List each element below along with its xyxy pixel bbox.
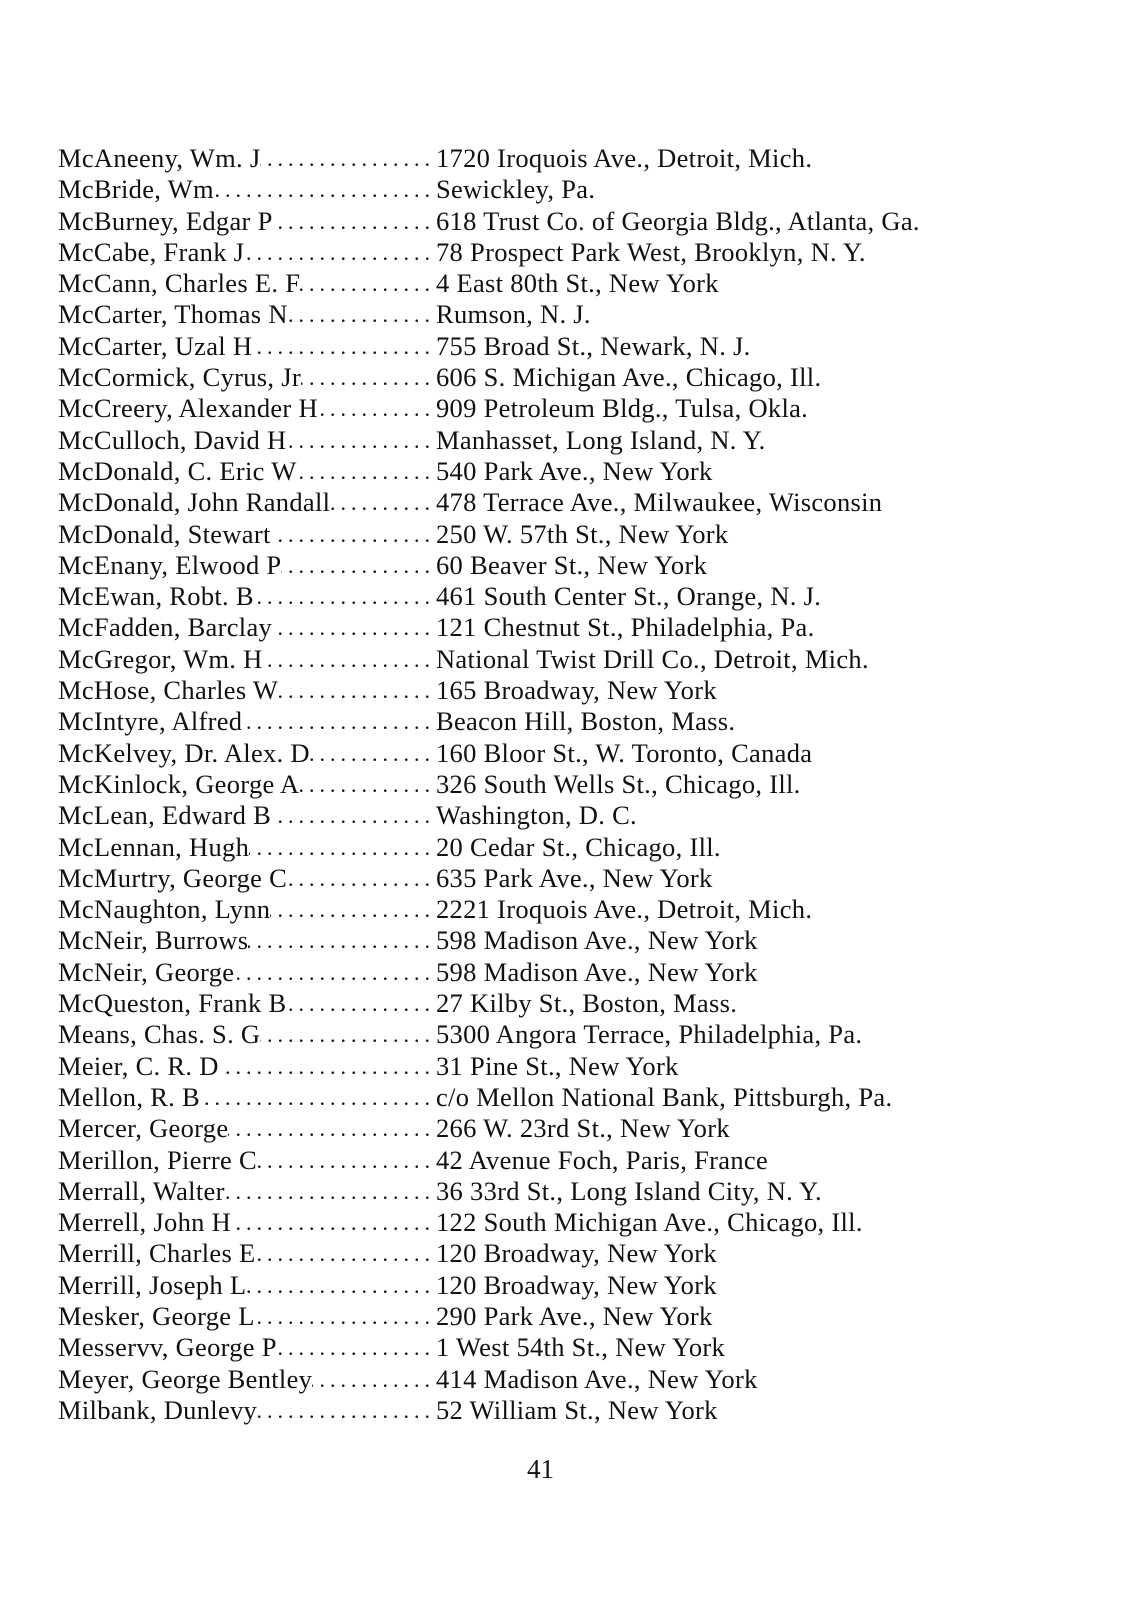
entry-address: 60 Beaver St., New York	[436, 549, 708, 580]
entry-name: McMurtry, George C	[58, 862, 288, 893]
dot-leader	[249, 832, 435, 863]
entry-address: 120 Broadway, New York	[436, 1238, 717, 1269]
entry-address: 414 Madison Ave., New York	[436, 1363, 758, 1394]
entry-address: c/o Mellon National Bank, Pittsburgh, Pa.	[436, 1081, 893, 1112]
directory-entry	[58, 1051, 1078, 1082]
directory-entry	[58, 706, 1078, 737]
entry-address: 598 Madison Ave., New York	[436, 925, 758, 956]
entry-address: 78 Prospect Park West, Brooklyn, N. Y.	[436, 236, 866, 267]
entry-name: Messervv, George P	[58, 1332, 277, 1363]
entry-address: 618 Trust Co. of Georgia Bldg., Atlanta, Ga.	[436, 205, 920, 236]
entry-name-column	[58, 393, 435, 424]
entry-name: McCarter, Thomas N	[58, 299, 288, 330]
dot-leader	[260, 143, 435, 174]
entry-name: McNeir, Burrows	[58, 925, 249, 956]
directory-entry	[58, 550, 1078, 581]
entry-address: 909 Petroleum Bldg., Tulsa, Okla.	[436, 393, 809, 424]
entry-name-column	[58, 1301, 435, 1332]
entry-name: McLean, Edward B	[58, 800, 272, 831]
dot-leader	[287, 863, 435, 894]
entry-name-column	[58, 863, 435, 894]
entry-name-column	[58, 706, 435, 737]
entry-name: Mesker, George L	[58, 1300, 255, 1331]
entry-name-column	[58, 925, 435, 956]
dot-leader	[225, 1176, 435, 1207]
entry-name: McAneeny, Wm. J	[58, 143, 261, 173]
entry-name: Meyer, George Bentley	[58, 1363, 313, 1394]
entry-address: 250 W. 57th St., New York	[436, 518, 729, 549]
entry-name-column	[58, 832, 435, 863]
dot-leader	[242, 706, 435, 737]
dot-leader	[297, 456, 435, 487]
entry-address: Manhasset, Long Island, N. Y.	[436, 424, 766, 455]
dot-leader	[252, 331, 435, 362]
dot-leader	[260, 1019, 435, 1050]
entry-name: Mercer, George	[58, 1113, 229, 1144]
dot-leader	[301, 362, 435, 393]
entry-address: Sewickley, Pa.	[436, 174, 596, 205]
entry-name: McDonald, C. Eric W	[58, 455, 297, 486]
dot-leader	[271, 519, 435, 550]
entry-address: 1 West 54th St., New York	[436, 1332, 726, 1363]
entry-address: 27 Kilby St., Boston, Mass.	[436, 988, 738, 1019]
entry-name: Mellon, R. B	[58, 1081, 201, 1112]
directory-entry	[58, 1176, 1078, 1207]
directory-entry	[58, 206, 1078, 237]
directory-entry	[58, 487, 1078, 518]
directory-entry	[58, 331, 1078, 362]
dot-leader	[228, 1113, 435, 1144]
entry-name-column	[58, 1364, 435, 1395]
entry-name-column	[58, 206, 435, 237]
directory-entry	[58, 675, 1078, 706]
dot-leader	[219, 1051, 435, 1082]
entry-address: 5300 Angora Terrace, Philadelphia, Pa.	[436, 1019, 863, 1050]
entry-name: McHose, Charles W	[58, 675, 279, 706]
entry-address: 121 Chestnut St., Philadelphia, Pa.	[436, 612, 815, 643]
entry-name-column	[58, 675, 435, 706]
entry-address: 606 S. Michigan Ave., Chicago, Ill.	[436, 362, 822, 393]
entry-name: Merrill, Joseph L	[58, 1269, 247, 1300]
entry-address: 160 Bloor St., W. Toronto, Canada	[436, 737, 813, 768]
entry-name-column	[58, 957, 435, 988]
entry-name: Merrall, Walter	[58, 1175, 225, 1206]
directory-entry	[58, 519, 1078, 550]
entry-name: McQueston, Frank B	[58, 988, 287, 1019]
entry-name: McEnany, Elwood P	[58, 549, 282, 580]
entry-name-column	[58, 1113, 435, 1144]
directory-entry	[58, 957, 1078, 988]
entry-address: 461 South Center St., Orange, N. J.	[436, 581, 822, 612]
entry-address: 36 33rd St., Long Island City, N. Y.	[436, 1175, 822, 1206]
directory-entry	[58, 1364, 1078, 1395]
dot-leader	[272, 612, 435, 643]
directory-entry	[58, 800, 1078, 831]
entry-name-column	[58, 769, 435, 800]
entry-name-column	[58, 331, 435, 362]
entry-name: Milbank, Dunlevy	[58, 1394, 258, 1425]
dot-leader	[277, 1332, 435, 1363]
dot-leader	[254, 581, 435, 612]
entry-address: 598 Madison Ave., New York	[436, 956, 758, 987]
entry-address: 266 W. 23rd St., New York	[436, 1113, 730, 1144]
entry-address: 120 Broadway, New York	[436, 1269, 717, 1300]
entry-name-column	[58, 1082, 435, 1113]
directory-entry	[58, 1082, 1078, 1113]
directory-entry	[58, 644, 1078, 675]
entry-name-column	[58, 1145, 435, 1176]
entry-address: 1720 Iroquois Ave., Detroit, Mich.	[436, 143, 813, 173]
dot-leader	[300, 268, 435, 299]
directory-entry	[58, 299, 1078, 330]
dot-leader	[248, 925, 435, 956]
directory-entry	[58, 925, 1078, 956]
dot-leader	[270, 894, 435, 925]
entry-name: McLennan, Hugh	[58, 831, 250, 862]
dot-leader	[286, 988, 435, 1019]
entry-address: 326 South Wells St., Chicago, Ill.	[436, 768, 801, 799]
directory-entry	[58, 988, 1078, 1019]
entry-name-column	[58, 268, 435, 299]
directory-entry	[58, 1019, 1078, 1050]
entry-name: Merillon, Pierre C	[58, 1144, 257, 1175]
entry-name: McNaughton, Lynn	[58, 894, 271, 925]
entry-address: 122 South Michigan Ave., Chicago, Ill.	[436, 1207, 863, 1238]
entry-name-column	[58, 487, 435, 518]
directory-entry	[58, 832, 1078, 863]
dot-leader	[318, 393, 435, 424]
entry-address: Rumson, N. J.	[436, 299, 591, 330]
entry-name: McEwan, Robt. B	[58, 581, 254, 612]
directory-entry	[58, 863, 1078, 894]
entry-name: Merrell, John H	[58, 1207, 232, 1238]
entry-name: Merrill, Charles E	[58, 1238, 256, 1269]
entry-name: McDonald, John Randall	[58, 487, 331, 518]
entry-address: 20 Cedar St., Chicago, Ill.	[436, 831, 721, 862]
entry-name: McCann, Charles E. F	[58, 268, 301, 299]
entry-name-column	[58, 362, 435, 393]
entry-name: McDonald, Stewart	[58, 518, 271, 549]
entry-address: 540 Park Ave., New York	[436, 455, 713, 486]
entry-name-column	[58, 612, 435, 643]
entry-address: 31 Pine St., New York	[436, 1050, 679, 1081]
directory-entry	[58, 1301, 1078, 1332]
entry-name-column	[58, 1395, 435, 1426]
directory-entry	[58, 1395, 1078, 1426]
entry-name: McFadden, Barclay	[58, 612, 273, 643]
dot-leader	[255, 1238, 435, 1269]
entry-name-column	[58, 800, 435, 831]
directory-entry	[58, 769, 1078, 800]
entry-name-column	[58, 1051, 435, 1082]
directory-entry	[58, 1207, 1078, 1238]
entry-name: McKinlock, George A	[58, 768, 300, 799]
entry-address: 635 Park Ave., New York	[436, 862, 713, 893]
directory-entry	[58, 581, 1078, 612]
directory-entry	[58, 425, 1078, 456]
directory-entry	[58, 1238, 1078, 1269]
directory-entry	[58, 362, 1078, 393]
entry-name-column	[58, 1270, 435, 1301]
dot-leader	[273, 206, 435, 237]
entry-name: McGregor, Wm. H	[58, 643, 263, 674]
entry-address: 478 Terrace Ave., Milwaukee, Wisconsin	[436, 487, 883, 518]
dot-leader	[257, 1395, 435, 1426]
entry-address: 52 William St., New York	[436, 1394, 718, 1425]
entry-name: McCreery, Alexander H	[58, 393, 318, 424]
dot-leader	[312, 1364, 435, 1395]
directory-entry	[58, 393, 1078, 424]
directory-entry	[58, 738, 1078, 769]
entry-name-column	[58, 143, 435, 174]
entry-address: Washington, D. C.	[436, 800, 637, 831]
dot-leader	[286, 425, 435, 456]
entry-name: McCulloch, David H	[58, 424, 287, 455]
entry-name-column	[58, 174, 435, 205]
entry-name-column	[58, 1207, 435, 1238]
entry-name: McCabe, Frank J	[58, 236, 245, 267]
directory-entry	[58, 143, 1078, 174]
entry-name-column	[58, 738, 435, 769]
entry-name: McCarter, Uzal H	[58, 330, 253, 361]
dot-leader	[271, 800, 435, 831]
dot-leader	[234, 957, 435, 988]
directory-entry	[58, 612, 1078, 643]
directory-entry	[58, 1270, 1078, 1301]
entry-name-column	[58, 425, 435, 456]
dot-leader	[200, 1082, 435, 1113]
directory-entry	[58, 1113, 1078, 1144]
entry-name-column	[58, 550, 435, 581]
entry-address: Beacon Hill, Boston, Mass.	[436, 706, 736, 737]
entry-address: 165 Broadway, New York	[436, 675, 717, 706]
entry-name: McCormick, Cyrus, Jr	[58, 362, 302, 393]
entry-address: 755 Broad St., Newark, N. J.	[436, 330, 751, 361]
dot-leader	[330, 487, 435, 518]
dot-leader	[281, 550, 435, 581]
entry-name-column	[58, 299, 435, 330]
entry-name: McBride, Wm	[58, 174, 214, 205]
entry-name-column	[58, 456, 435, 487]
entry-name-column	[58, 988, 435, 1019]
entry-name: McKelvey, Dr. Alex. D	[58, 737, 310, 768]
entry-name: Means, Chas. S. G	[58, 1019, 261, 1050]
directory-entry	[58, 456, 1078, 487]
dot-leader	[310, 738, 435, 769]
entry-name-column	[58, 644, 435, 675]
entry-address: 42 Avenue Foch, Paris, France	[436, 1144, 769, 1175]
dot-leader	[263, 644, 435, 675]
entry-name-column	[58, 581, 435, 612]
entry-name-column	[58, 1238, 435, 1269]
dot-leader	[246, 1270, 435, 1301]
directory-entry	[58, 1145, 1078, 1176]
entry-address: 2221 Iroquois Ave., Detroit, Mich.	[436, 894, 813, 925]
member-directory-list	[58, 143, 1078, 1426]
page-number: 41	[527, 1454, 554, 1484]
entry-address: National Twist Drill Co., Detroit, Mich.	[436, 643, 869, 674]
directory-entry	[58, 174, 1078, 205]
dot-leader	[257, 1145, 435, 1176]
entry-name: Meier, C. R. D	[58, 1050, 219, 1081]
entry-name: McIntyre, Alfred	[58, 706, 243, 737]
entry-name-column	[58, 1332, 435, 1363]
dot-leader	[231, 1207, 435, 1238]
dot-leader	[214, 174, 435, 205]
dot-leader	[288, 299, 435, 330]
entry-name: McBurney, Edgar P	[58, 205, 273, 236]
dot-leader	[244, 237, 435, 268]
dot-leader	[255, 1301, 435, 1332]
dot-leader	[278, 675, 435, 706]
directory-entry	[58, 1332, 1078, 1363]
entry-address: 4 East 80th St., New York	[436, 268, 719, 299]
entry-name-column	[58, 237, 435, 268]
entry-name-column	[58, 894, 435, 925]
entry-name-column	[58, 1019, 435, 1050]
entry-name-column	[58, 1176, 435, 1207]
directory-entry	[58, 894, 1078, 925]
entry-name-column	[58, 519, 435, 550]
entry-address: 290 Park Ave., New York	[436, 1300, 713, 1331]
entry-name: McNeir, George	[58, 956, 235, 987]
directory-entry	[58, 268, 1078, 299]
directory-entry	[58, 237, 1078, 268]
dot-leader	[299, 769, 435, 800]
